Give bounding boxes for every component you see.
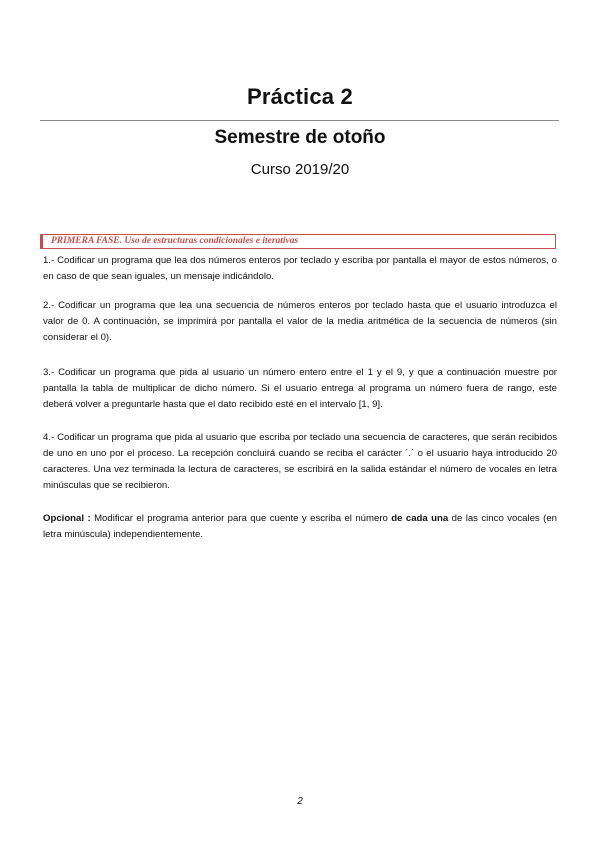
- exercise-3: 3.- Codificar un programa que pida al usuario un número entero entre el 1 y el 9, y que a continuación muestre por pantalla la tabla de multiplicar de dicho número. Si el usuario entrega al programa un número fuera de rango, este deberá volver a preguntarle hasta que el dato recibido esté en el intervalo [1, 9].: [43, 367, 557, 410]
- optional-emphasis: de cada una: [391, 513, 449, 524]
- optional-exercise: [43, 511, 557, 543]
- page-subtitle: Semestre de otoño: [214, 127, 386, 148]
- phase-heading-box: [40, 234, 556, 249]
- exercise-1: 1.- Codificar un programa que lea dos números enteros por teclado y escriba por pantalla el mayor de estos números, o en caso de que sean iguales, un mensaje indicándolo.: [43, 255, 557, 282]
- optional-text-before: Modificar el programa anterior para que cuente y escriba el número: [90, 513, 392, 524]
- page-title: Práctica 2: [247, 84, 353, 109]
- course-label: Curso 2019/20: [250, 161, 350, 178]
- title-divider: [40, 120, 559, 121]
- exercise-4: 4.- Codificar un programa que pida al usuario que escriba por teclado una secuencia de caracteres, que serán recibidos de uno en uno por el proceso. La recepción concluirá cuando se reciba el carácter ´.´ o el usuario haya introducido 20 caracteres. Una vez terminada la lectura de caracteres, se escribirá en la salida estándar el número de vocales en letra minúsculas que se recibieron.: [43, 432, 557, 491]
- optional-label: Opcional :: [43, 513, 91, 524]
- phase-heading: PRIMERA FASE. Uso de estructuras condicionales e iterativas: [51, 236, 299, 246]
- optional-text-after: de las cinco vocales (en letra minúscula) independientemente.: [43, 513, 557, 540]
- page-number: 2: [297, 796, 303, 807]
- exercise-2: 2.- Codificar un programa que lea una secuencia de números enteros por teclado hasta que el usuario introduzca el valor de 0. A continuación, se imprimirá por pantalla el valor de la media aritmética de la secuencia de números (sin considerar el 0).: [43, 300, 557, 343]
